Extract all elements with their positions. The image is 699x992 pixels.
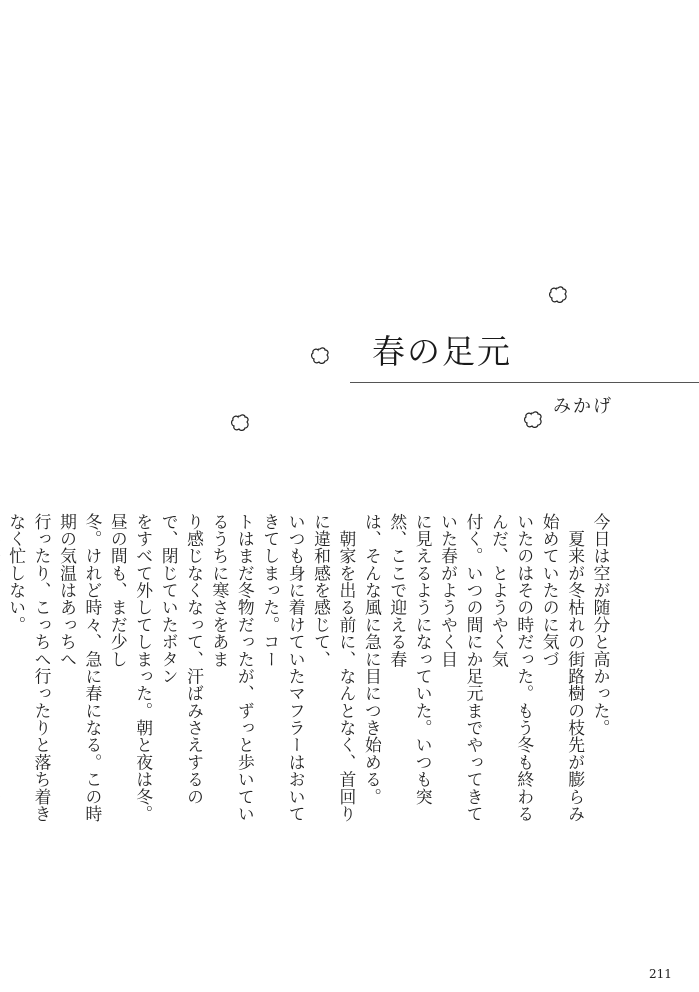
title-divider	[350, 382, 699, 383]
story-title: 春の足元	[372, 332, 512, 371]
author-name: みかげ	[553, 396, 613, 417]
body-line	[0, 513, 3, 839]
flower-ornament-icon	[230, 414, 250, 432]
flower-ornament-icon	[523, 411, 543, 429]
body-line: いたのはその時だった。もう冬も終わるんだ、とようやく気	[489, 513, 535, 823]
flower-ornament-icon	[310, 347, 330, 365]
body-line: トはまだ冬物だったが、ずっと歩いているうちに寒さをあま	[209, 513, 256, 823]
story-body	[6, 513, 613, 839]
body-line: をすべて外してしまった。朝と夜は冬。昼の間も、まだ少し	[108, 513, 154, 823]
body-line: 朝家を出る前に、なんとなく、首回りに違和感を感じて、	[311, 513, 357, 823]
flower-ornament-icon	[548, 286, 568, 304]
body-line: いつも身に着けていたマフラーはおいてきてしまった。コー	[260, 513, 307, 823]
body-line: 冬。けれど時々、急に春になる。この時期の気温はあっちへ	[57, 513, 103, 823]
body-line: に見えるようになっていた。いつも突然、ここで迎える春	[387, 513, 434, 806]
body-line: 付く。いつの間にか足元までやってきていた春がようやく目	[438, 513, 484, 823]
body-line: り感じなくなって、汗ばみさえするので、閉じていたボタン	[159, 513, 205, 806]
body-line: 行ったり、こっちへ行ったりと落ち着きなく忙しない。	[6, 513, 53, 823]
body-line: 夏来が冬枯れの街路樹の枝先が膨らみ始めていたのに気づ	[540, 513, 586, 823]
body-line: 今日は空が随分と高かった。	[591, 513, 611, 737]
body-line: は、そんな風に急に目につき始める。	[362, 513, 383, 806]
page-number: 211	[649, 967, 672, 981]
